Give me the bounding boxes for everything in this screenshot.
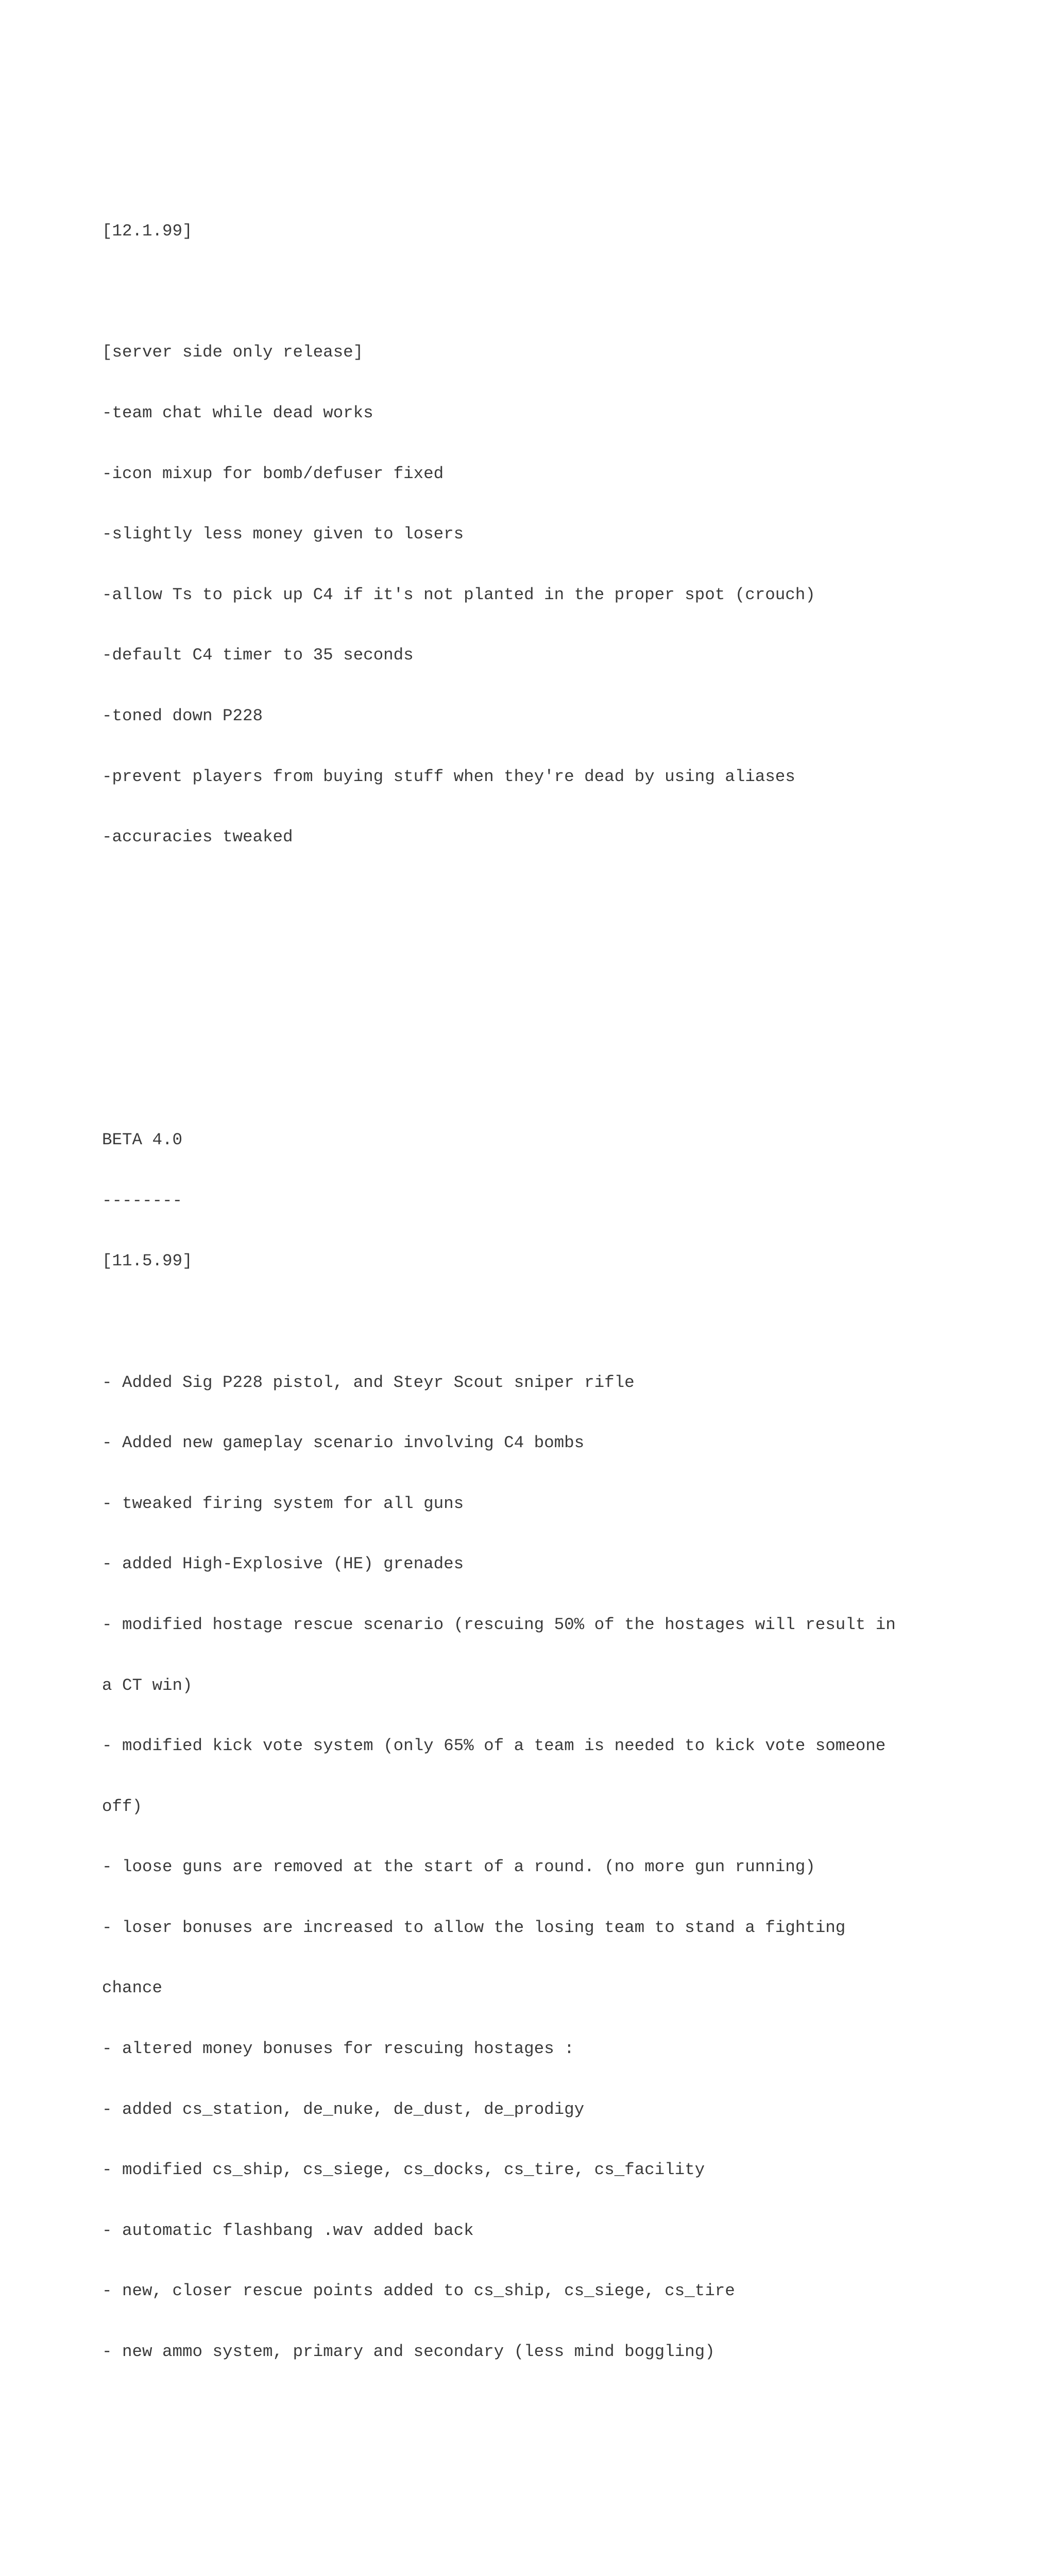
list-item: - automatic flashbang .wav added back <box>102 2221 474 2240</box>
blank-lines <box>102 2463 1029 2523</box>
list-item: - new ammo system, primary and secondary (less mind boggling) <box>102 2342 715 2362</box>
list-item: a CT win) <box>102 1675 193 1695</box>
blank-lines <box>102 948 1029 1009</box>
list-item: off) <box>102 1797 143 1816</box>
list-item: - modified kick vote system (only 65% of a team is needed to kick vote someone <box>102 1736 886 1756</box>
list-item: -team chat while dead works <box>102 403 373 422</box>
list-item: - new, closer rescue points added to cs_ship, cs_siege, cs_tire <box>102 2281 735 2301</box>
section-heading: BETA 4.0 <box>102 1130 183 1150</box>
list-item: chance <box>102 1978 163 1998</box>
list-item: - loser bonuses are increased to allow the losing team to stand a fighting <box>102 1918 846 1937</box>
list-item: -allow Ts to pick up C4 if it's not planted in the proper spot (crouch) <box>102 585 815 604</box>
section-date: [12.1.99] <box>102 222 193 241</box>
list-item: - loose guns are removed at the start of a round. (no more gun running) <box>102 1857 815 1877</box>
list-item: - added cs_station, de_nuke, de_dust, de_prodigy <box>102 2099 585 2119</box>
list-item: - Added new gameplay scenario involving C4 bombs <box>102 1433 585 1453</box>
list-item: -slightly less money given to losers <box>102 524 464 544</box>
list-item: -toned down P228 <box>102 706 263 725</box>
list-item: - Added Sig P228 pistol, and Steyr Scout sniper rifle <box>102 1372 635 1392</box>
list-item: - added High-Explosive (HE) grenades <box>102 1554 464 1574</box>
section-separator: -------- <box>102 1191 183 1210</box>
list-item: - altered money bonuses for rescuing hostages : <box>102 2039 574 2059</box>
changelog-section <box>102 1090 1029 2402</box>
blank-line <box>102 282 1029 302</box>
list-item: [server side only release] <box>102 343 364 362</box>
list-item: - tweaked firing system for all guns <box>102 1494 464 1513</box>
list-item: - modified cs_ship, cs_siege, cs_docks, cs_tire, cs_facility <box>102 2160 705 2180</box>
list-item: -icon mixup for bomb/defuser fixed <box>102 464 444 483</box>
list-item: - modified hostage rescue scenario (rescuing 50% of the hostages will result in <box>102 1615 896 1634</box>
list-item: -accuracies tweaked <box>102 827 293 847</box>
changelog-section <box>102 181 1029 888</box>
section-date: [11.5.99] <box>102 1251 193 1271</box>
list-item: -default C4 timer to 35 seconds <box>102 646 414 665</box>
list-item: -prevent players from buying stuff when they're dead by using aliases <box>102 767 795 786</box>
changelog-text <box>102 100 1029 2576</box>
blank-line <box>102 1312 1029 1332</box>
